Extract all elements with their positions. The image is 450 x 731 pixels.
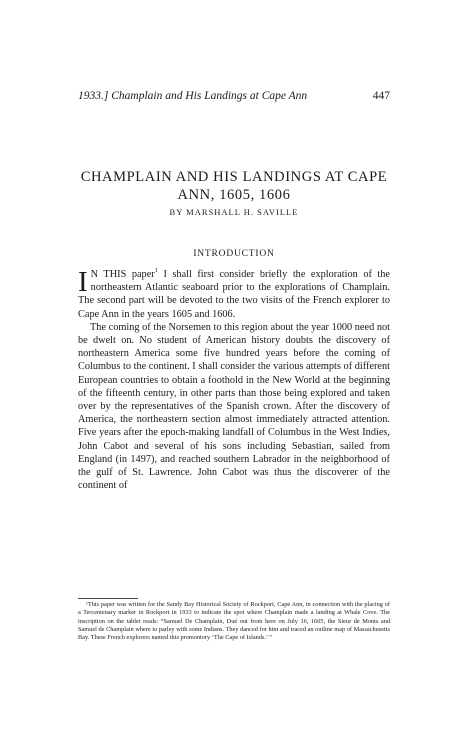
paragraph-1-text: I shall first consider briefly the exploration of the northeastern Atlantic seaboard prior to the explorations of Champlain. The second part will be devoted to the two visits of the French explorer to Cape Ann in the years 1605 and 1606. bbox=[78, 269, 390, 320]
article-title: CHAMPLAIN AND HIS LANDINGS AT CAPE ANN, 1605, 1606 bbox=[80, 169, 388, 203]
author-byline: BY MARSHALL H. SAVILLE bbox=[169, 207, 299, 217]
footnote-divider bbox=[78, 598, 138, 599]
section-heading: INTRODUCTION bbox=[193, 249, 275, 259]
footnote-marker: 1 bbox=[154, 267, 158, 274]
paragraph-1-lead: N THIS paper bbox=[90, 269, 155, 280]
article-body bbox=[78, 268, 390, 492]
paragraph-2: The coming of the Norsemen to this region about the year 1000 need not be dwelt on. No student of American history doubts the discovery of northeastern America some five hundred years before the coming of Columbus to the continent. I shall consider the various attempts of different European countries to obtain a foothold in the New World at the beginning of the fifteenth century, in other parts than those being explored and taken over by the representatives of the Spanish crown. After the discovery of America, the northeastern section almost immediately attracted attention. Five years after the epoch-making landfall of Columbus in the West Indies, John Cabot and several of his sons including Sebastian, sailed from England (in 1497), and reached southern Labrador in the neighborhood of the gulf of St. Lawrence. John Cabot was thus the discoverer of the continent of bbox=[78, 321, 390, 492]
page-number: 447 bbox=[372, 90, 390, 102]
footnote-text: ¹This paper was written for the Sandy Bay Historical Society of Rockport, Cape Ann, in connection with the placing of a Tercentenary marker in Rockport in 1933 to indicate the spot where Champlain made a landing at Whale Cove. The inscription on the tablet reads: “Samuel De Champlain, Dué out from here on July 16, 1605, the Sieur de Monts and Samuel de Champlain where to parley with some Indians. They danced for him and traced an outline map of Massachusetts Bay. These French explorers named this promontory ‘The Cape of Islands.’ ” bbox=[78, 601, 390, 642]
drop-cap: I bbox=[78, 266, 88, 298]
paragraph-1 bbox=[78, 268, 390, 321]
footnote bbox=[78, 601, 390, 642]
running-head-title: 1933.] Champlain and His Landings at Cape Ann bbox=[78, 90, 308, 102]
running-head bbox=[78, 90, 390, 102]
